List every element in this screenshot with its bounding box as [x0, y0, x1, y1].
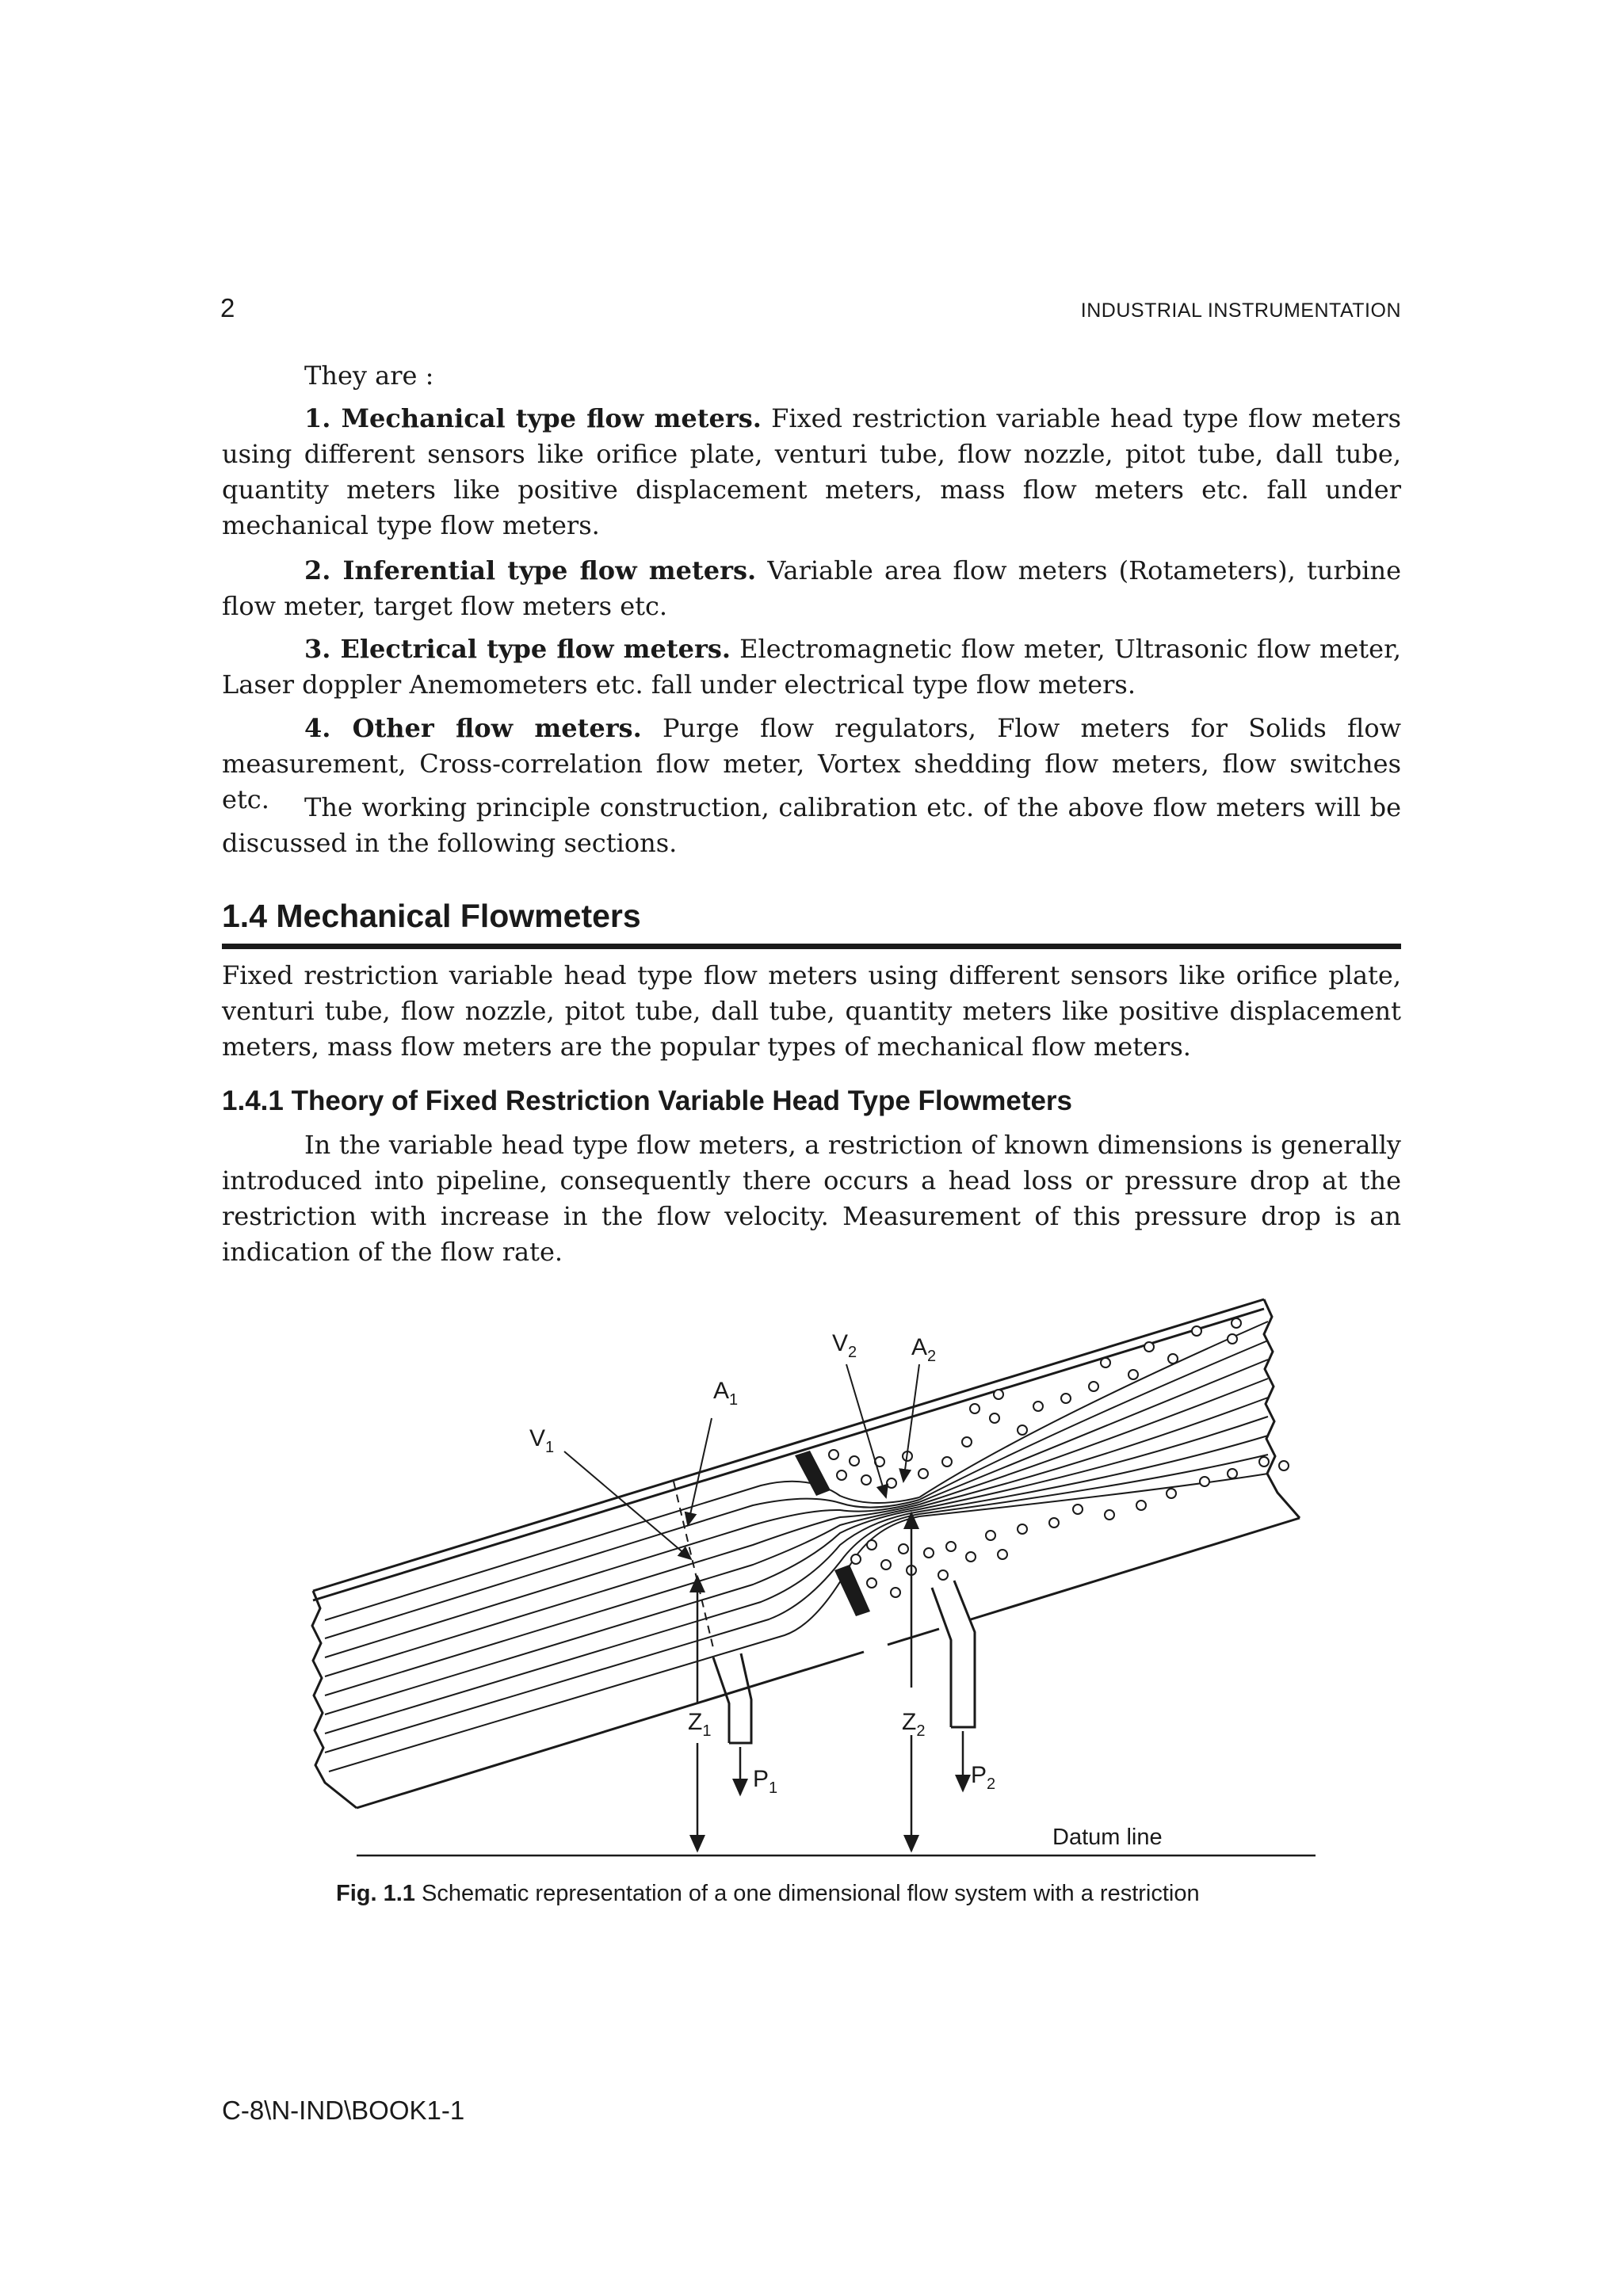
orifice-plate-top [795, 1451, 831, 1496]
closing-paragraph: The working principle construction, calibration etc. of the above flow meters will be discussed in the following sections. [222, 792, 1401, 858]
label-p2: $P_2$ [971, 1762, 996, 1793]
list-item-text: Purge flow regulators, Flow meters for Solids flow measurement, Cross-correlation flow meter, Vortex shedding flow meters, flow switches etc. [222, 713, 1402, 814]
label-a1: $A_1$ [713, 1378, 739, 1409]
pressure-tap-2 [932, 1581, 975, 1727]
list-item-text: Variable area flow meters (Rotameters), turbine flow meter, target flow meters etc. [222, 555, 1402, 621]
orifice-plate-bottom [834, 1565, 870, 1616]
pressure-tap-1 [713, 1653, 751, 1743]
label-v2: $V_2$ [832, 1330, 857, 1361]
pipe-break-left [312, 1591, 357, 1808]
list-item-label: 3. Electrical type flow meters. [304, 634, 731, 664]
section-heading: 1.4 Mechanical Flowmeters [222, 898, 641, 934]
label-a2: $A_2$ [911, 1334, 937, 1365]
pipe-wall-top [313, 1299, 1264, 1600]
v1-leader [564, 1451, 691, 1559]
label-p1: $P_1$ [753, 1766, 778, 1797]
subsection-paragraph: In the variable head type flow meters, a restriction of known dimensions is generally introduced into pipeline, consequently there occurs a head loss or pressure drop at the restriction with increase in the flow velocity. Measurement of this pressure drop is an indication of the flow rate. [222, 1130, 1401, 1267]
section-paragraph: Fixed restriction variable head type flow meters using different sensors like orifice plate, venturi tube, flow nozzle, pitot tube, dall tube, quantity meters like positive displacement meters, mass flow meters are the popular types of mechanical flow meters. [222, 960, 1401, 1062]
intro-paragraph: They are : [304, 360, 434, 391]
label-v1: $V_1$ [529, 1425, 555, 1456]
label-z1: $Z_1$ [688, 1709, 712, 1740]
pipe-wall-bottom [357, 1518, 1300, 1808]
subsection-heading: 1.4.1 Theory of Fixed Restriction Variable Head Type Flowmeters [222, 1085, 1073, 1116]
list-item-text: Fixed restriction variable head type flow meters using different sensors like orifice plate, venturi tube, flow nozzle, pitot tube, dall tube, quantity meters like positive displacement meters, mass flow meters etc. fall under mechanical type flow meters. [222, 403, 1402, 540]
running-header: INDUSTRIAL INSTRUMENTATION [1080, 299, 1401, 322]
pipe-break-right [1264, 1299, 1300, 1518]
list-item-label: 4. Other flow meters. [304, 713, 642, 743]
caption-text: Schematic representation of a one dimensional flow system with a restriction [421, 1881, 1200, 1906]
list-item-label: 2. Inferential type flow meters. [304, 555, 757, 585]
label-datum: Datum line [1052, 1825, 1163, 1850]
list-item-label: 1. Mechanical type flow meters. [304, 403, 762, 433]
caption-label: Fig. 1.1 [336, 1881, 415, 1906]
streamlines-upstream [325, 1482, 919, 1772]
label-z2: $Z_2$ [902, 1709, 926, 1740]
list-item-text: Electromagnetic flow meter, Ultrasonic flow meter, Laser doppler Anemometers etc. fall under electrical type flow meters. [222, 634, 1402, 700]
page-number: 2 [220, 293, 235, 322]
a2-leader [903, 1364, 919, 1482]
footer: C-8\N-IND\BOOK1-1 [222, 2096, 465, 2125]
a1-leader [688, 1418, 712, 1525]
figure-caption [336, 1881, 1200, 1907]
